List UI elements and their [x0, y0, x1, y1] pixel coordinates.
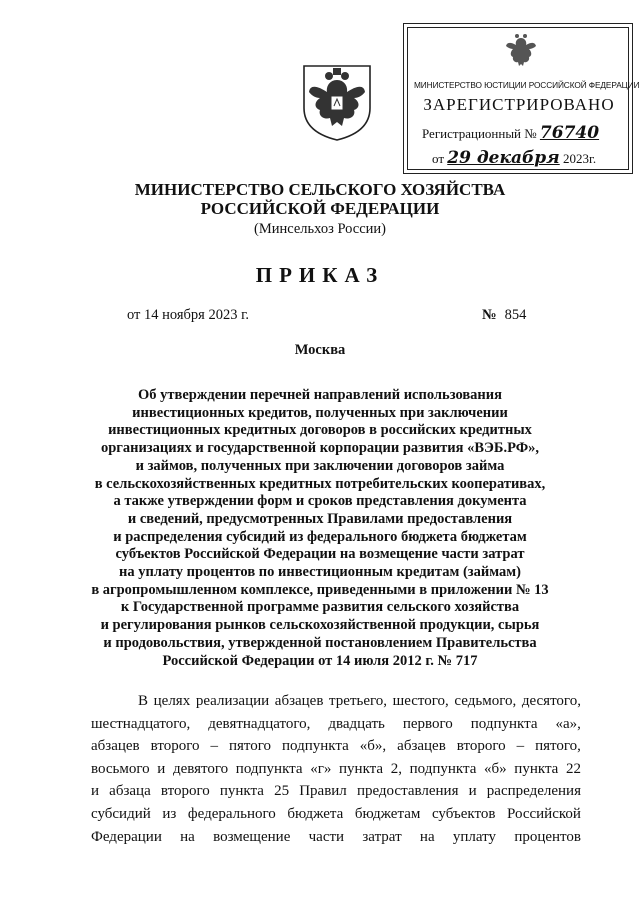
title-line: и займов, полученных при заключении договоров займа	[135, 457, 505, 474]
body-line: и абзаца второго пункта 25 Правил предоставления и распределения	[91, 783, 581, 800]
title-line: инвестиционных кредитов, полученных при заключении	[132, 404, 508, 421]
title-line: к Государственной программе развития сельского хозяйства	[120, 599, 520, 616]
title-line: и распределения субсидий из федерального бюджета бюджетам	[113, 528, 527, 545]
ministry-header	[0, 180, 640, 240]
stamp-reg-label: Регистрационный №	[422, 126, 537, 141]
order-number-row	[482, 307, 526, 324]
ministry-name-line2: РОССИЙСКОЙ ФЕДЕРАЦИИ	[200, 199, 440, 218]
order-date: от 14 ноября 2023 г.	[127, 307, 250, 323]
registration-stamp	[407, 27, 640, 170]
stamp-header: МИНИСТЕРСТВО ЮСТИЦИИ РОССИЙСКОЙ ФЕДЕРАЦИИ	[414, 80, 640, 90]
body-line: В целях реализации абзацев третьего, шестого, седьмого, десятого,	[138, 693, 581, 709]
stamp-reg-row	[422, 123, 599, 143]
order-title	[80, 387, 560, 670]
stamp-date-year: 2023г.	[562, 151, 597, 166]
state-emblem-icon	[300, 62, 374, 142]
stamp-date-row	[432, 148, 596, 168]
title-line: а также утверждении форм и сроков представления документа	[113, 493, 527, 510]
order-city: Москва	[294, 342, 346, 358]
title-line: в сельскохозяйственных кредитных потребительских кооперативах,	[94, 475, 546, 492]
stamp-reg-number: 76740	[539, 123, 600, 143]
stamp-emblem-icon	[502, 32, 540, 70]
body-line: субсидий из федерального бюджета бюджетам субъектов Российской	[91, 805, 581, 822]
stamp-date-hand: 29 декабря	[447, 148, 560, 168]
title-line: и сведений, предусмотренных Правилами предоставления	[127, 510, 513, 527]
title-line: инвестиционных кредитных договоров в российских кредитных	[108, 422, 532, 439]
body-line: абзацев второго – пятого подпункта «б», абзацев второго – пятого,	[91, 738, 581, 755]
body-text	[91, 690, 581, 848]
order-number: 854	[504, 307, 527, 323]
title-line: в агропромышленном комплексе, приведенными в приложении № 13	[91, 581, 549, 598]
body-line: восьмого и девятого подпункта «г» пункта 2, подпункта «б» пункта 22	[91, 760, 581, 777]
title-line: на уплату процентов по инвестиционным кредитам (займам)	[119, 564, 521, 581]
title-line: и продовольствия, утвержденной постановлением Правительства	[103, 634, 537, 651]
title-line: и регулирования рынков сельскохозяйственной продукции, сырья	[100, 617, 540, 634]
stamp-date-prefix: от	[432, 151, 445, 166]
body-line: шестнадцатого, девятнадцатого, двадцать первого подпункта «а»,	[91, 715, 581, 732]
stamp-status: ЗАРЕГИСТРИРОВАНО	[423, 95, 615, 114]
number-sign: №	[482, 307, 497, 323]
ministry-short-name: (Минсельхоз России)	[254, 221, 386, 237]
document-type: ПРИКАЗ	[255, 263, 385, 287]
title-line: Об утверждении перечней направлений использования	[138, 387, 502, 403]
body-line: Федерации на возмещение части затрат на уплату процентов	[91, 828, 581, 845]
title-line: организациях и государственной корпорации развития «ВЭБ.РФ»,	[100, 440, 540, 457]
title-line: Российской Федерации от 14 июля 2012 г. № 717	[162, 652, 478, 669]
ministry-name-line1: МИНИСТЕРСТВО СЕЛЬСКОГО ХОЗЯЙСТВА	[134, 180, 506, 199]
title-line: субъектов Российской Федерации на возмещение части затрат	[115, 546, 525, 563]
